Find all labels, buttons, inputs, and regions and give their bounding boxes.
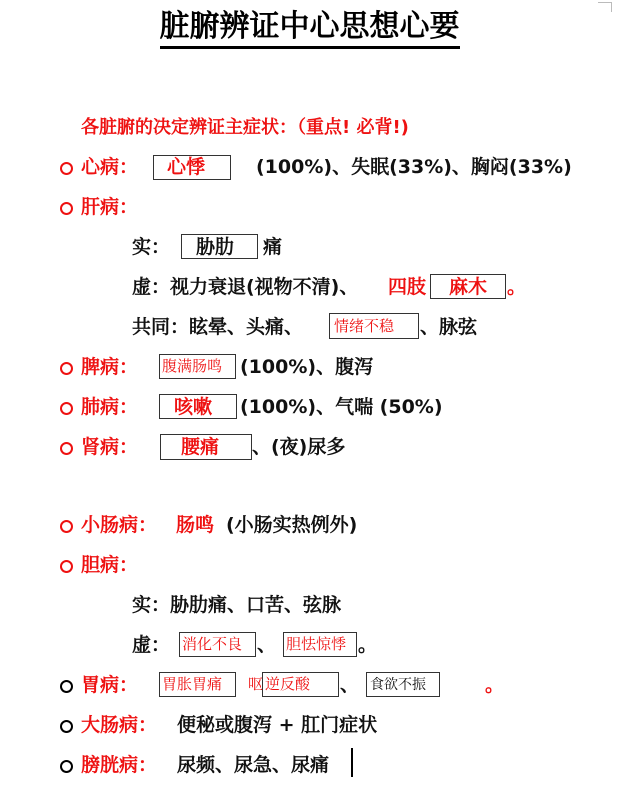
heart-keyword: 心悸 bbox=[167, 156, 206, 178]
large-intestine-details: 便秘或腹泻 + 肛门症状 bbox=[177, 714, 378, 736]
bladder-label: 膀胱病： bbox=[81, 754, 158, 776]
liver-deficiency-text: 虚：视力衰退(视物不清)、 bbox=[132, 276, 359, 298]
small-intestine-details: (小肠实热例外) bbox=[226, 514, 358, 536]
lung-details: (100%)、气喘 (50%) bbox=[240, 396, 443, 418]
gallbladder-end: 。 bbox=[358, 634, 378, 656]
intro-heading: 各脏腑的决定辨证主症状：（重点! 必背!) bbox=[81, 117, 409, 138]
bullet-icon bbox=[60, 442, 73, 455]
spleen-label: 脾病： bbox=[81, 356, 139, 378]
gallbladder-keyword-2: 胆怯惊悸 bbox=[286, 635, 347, 653]
gallbladder-separator: 、 bbox=[257, 634, 277, 656]
bullet-icon bbox=[60, 760, 73, 773]
liver-common-rest: 、脉弦 bbox=[420, 316, 478, 338]
page-title: 脏腑辨证中心思想心要 bbox=[0, 12, 619, 42]
stomach-keyword-2-prefix: 呕 bbox=[248, 675, 264, 693]
liver-excess-keyword: 胁肋 bbox=[196, 236, 235, 258]
liver-common-keyword: 情绪不稳 bbox=[334, 317, 395, 335]
stomach-keyword-1: 胃胀胃痛 bbox=[162, 675, 223, 693]
stomach-label: 胃病： bbox=[81, 674, 139, 696]
bullet-icon bbox=[60, 560, 73, 573]
kidney-label: 肾病： bbox=[81, 436, 139, 458]
liver-deficiency-keyword: 麻木 bbox=[449, 276, 488, 298]
liver-deficiency-end: 。 bbox=[507, 276, 527, 298]
page-corner-mark bbox=[598, 2, 612, 12]
liver-deficiency-red: 四肢 bbox=[388, 276, 427, 298]
bullet-icon bbox=[60, 720, 73, 733]
heart-label: 心病： bbox=[81, 156, 139, 178]
heart-details: (100%)、失眠(33%)、胸闷(33%) bbox=[256, 156, 572, 178]
stomach-keyword-3: 食欲不振 bbox=[370, 677, 426, 693]
bullet-icon bbox=[60, 362, 73, 375]
kidney-keyword: 腰痛 bbox=[181, 436, 220, 458]
small-intestine-label: 小肠病： bbox=[81, 514, 158, 536]
lung-keyword: 咳嗽 bbox=[174, 396, 213, 418]
bullet-icon bbox=[60, 520, 73, 533]
stomach-separator: 、 bbox=[340, 674, 360, 696]
bullet-icon bbox=[60, 202, 73, 215]
bullet-icon bbox=[60, 402, 73, 415]
gallbladder-excess-text: 实：胁肋痛、口苦、弦脉 bbox=[132, 594, 342, 616]
lung-label: 肺病： bbox=[81, 396, 139, 418]
gallbladder-keyword-1: 消化不良 bbox=[182, 635, 243, 653]
spleen-keyword: 腹满肠鸣 bbox=[162, 357, 223, 375]
text-cursor bbox=[351, 748, 353, 777]
stomach-keyword-2: 逆反酸 bbox=[265, 675, 311, 693]
large-intestine-label: 大肠病： bbox=[81, 714, 158, 736]
spleen-details: (100%)、腹泻 bbox=[240, 356, 374, 378]
liver-common-text: 共同：眩晕、头痛、 bbox=[132, 316, 304, 338]
gallbladder-deficiency-label: 虚： bbox=[132, 634, 171, 656]
bullet-icon bbox=[60, 680, 73, 693]
liver-excess-rest: 痛 bbox=[263, 236, 283, 258]
bullet-icon bbox=[60, 162, 73, 175]
liver-excess-label: 实： bbox=[132, 236, 171, 258]
kidney-details: 、(夜)尿多 bbox=[252, 436, 346, 458]
small-intestine-keyword: 肠鸣 bbox=[176, 514, 215, 536]
gallbladder-label: 胆病： bbox=[81, 554, 139, 576]
bladder-details: 尿频、尿急、尿痛 bbox=[177, 754, 330, 776]
liver-label: 肝病： bbox=[81, 196, 139, 218]
stomach-end: 。 bbox=[485, 674, 505, 696]
